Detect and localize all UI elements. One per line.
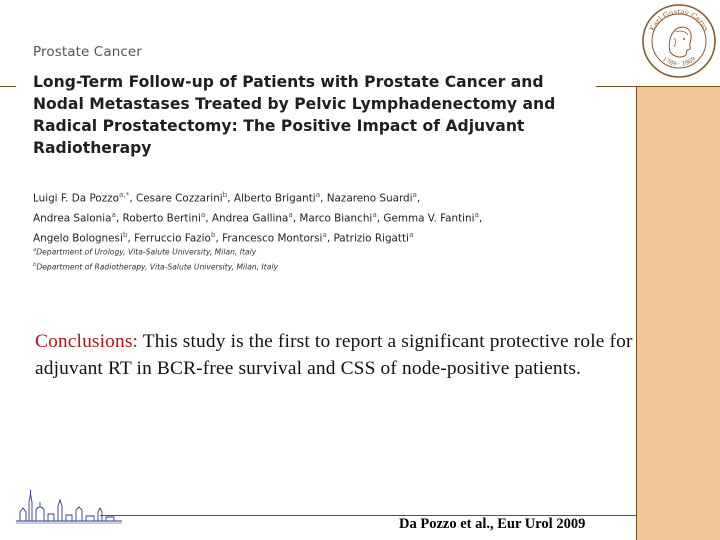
- title-line: Radical Prostatectomy: The Positive Impact of Adjuvant: [33, 117, 525, 135]
- affiliation-list: [33, 244, 593, 273]
- author-name: Andrea Salonia: [33, 212, 112, 225]
- author-affiliation-mark: a: [315, 190, 321, 199]
- author-name: Andrea Gallina: [211, 212, 289, 225]
- affiliation-item: $^b$Department of Radiotherapy, Vita-Salute University, Milan, Italy: [33, 261, 278, 272]
- author-affiliation-mark: a: [288, 209, 293, 219]
- author-name: Patrizio Rigatti: [333, 232, 409, 245]
- author-name: Luigi F. Da Pozzo: [33, 192, 119, 205]
- author-affiliation-mark: b: [122, 229, 128, 239]
- author-affiliation-mark: a,*: [118, 190, 130, 199]
- title-line: Nodal Metastases Treated by Pelvic Lymphadenectomy and: [33, 95, 556, 113]
- title-line: Radiotherapy: [33, 139, 152, 157]
- author-line: Luigi F. Da Pozzo$^{a,*}$, Cesare Cozzarini$^b$, Alberto Briganti$^a$, Nazareno Suardi$^a$,: [33, 190, 421, 205]
- author-line: Angelo Bolognesi$^b$, Ferruccio Fazio$^b$, Francesco Montorsi$^a$, Patrizio Rigatti$^a$: [33, 229, 414, 245]
- top-rule-right: [596, 86, 720, 87]
- journal-section: Prostate Cancer: [33, 44, 142, 60]
- author-affiliation-mark: a: [200, 209, 206, 219]
- author-affiliation-mark: a: [111, 209, 116, 219]
- author-name: Francesco Montorsi: [222, 232, 323, 245]
- author-name: Gemma V. Fantini: [383, 212, 475, 225]
- seal-text-bottom: 1789 · 1869: [660, 55, 698, 68]
- vertical-rule: [636, 86, 637, 540]
- author-name: Alberto Briganti: [233, 192, 316, 205]
- city-skyline-icon: [14, 488, 124, 524]
- author-affiliation-mark: a: [322, 229, 327, 239]
- university-seal-icon: [640, 2, 718, 80]
- author-name: Ferruccio Fazio: [134, 232, 211, 245]
- author-name: Cesare Cozzarini: [135, 192, 223, 205]
- author-affiliation-mark: a: [372, 209, 377, 219]
- citation: Da Pozzo et al., Eur Urol 2009: [399, 516, 586, 532]
- author-affiliation-mark: a: [412, 190, 417, 199]
- author-name: Angelo Bolognesi: [33, 232, 123, 245]
- author-name: Roberto Bertini: [122, 212, 201, 225]
- author-list: [33, 187, 613, 247]
- conclusion-label: Conclusions:: [35, 331, 139, 352]
- paper-title: [33, 71, 593, 159]
- author-affiliation-mark: b: [210, 229, 216, 239]
- author-affiliation-mark: a: [408, 229, 414, 239]
- author-name: Marco Bianchi: [299, 212, 373, 225]
- svg-text:1789 · 1869: [661, 56, 697, 68]
- author-name: Nazareno Suardi: [326, 192, 413, 205]
- conclusion-body: This study is the first to report a significant protective role for adjuvant RT in BCR-free survival and CSS of node-positive patients.: [35, 331, 633, 379]
- title-line: Long-Term Follow-up of Patients with Prostate Cancer and: [33, 73, 544, 91]
- conclusion-text: [35, 328, 635, 382]
- author-line: Andrea Salonia$^a$, Roberto Bertini$^a$, Andrea Gallina$^a$, Marco Bianchi$^a$, Gemma V. Fantini$^a$,: [33, 209, 483, 225]
- affiliation-item: $^a$Department of Urology, Vita-Salute University, Milan, Italy: [33, 247, 257, 257]
- top-rule-left: [0, 86, 16, 87]
- author-affiliation-mark: a: [474, 209, 479, 219]
- seal-text-top: Karl Gustav Carus: [648, 7, 710, 33]
- side-panel: [636, 87, 720, 540]
- author-affiliation-mark: b: [222, 190, 228, 199]
